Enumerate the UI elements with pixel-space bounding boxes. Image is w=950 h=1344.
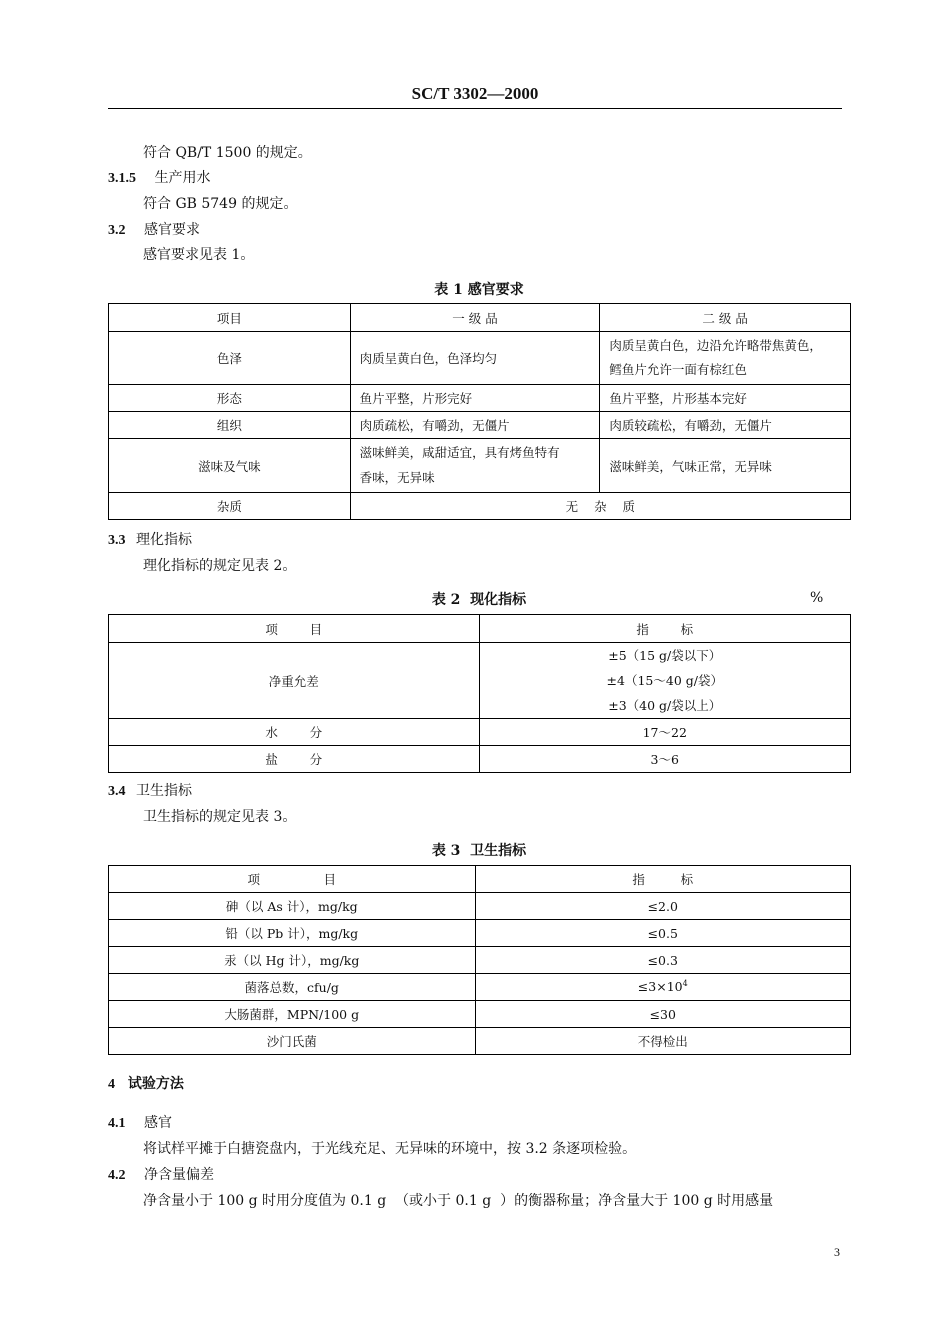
table3-hygiene bbox=[108, 865, 851, 1055]
paragraph-net-content: 净含量小于 100 g 时用分度值为 0.1 g （或小于 0.1 g ）的衡器称量；净含量大于 100 g 时用感量 bbox=[143, 1193, 774, 1209]
table-header-row bbox=[109, 866, 851, 893]
grade2-cell: 肉质较疏松，有嚼劲，无僵片 bbox=[600, 412, 851, 439]
value-cell: ≤2.0 bbox=[475, 893, 850, 920]
table-row bbox=[109, 1028, 851, 1055]
paragraph-hygiene-ref: 卫生指标的规定见表 3。 bbox=[143, 809, 297, 825]
section-title: 试验方法 bbox=[127, 1076, 184, 1092]
table-row bbox=[109, 746, 851, 773]
section-title: 感官 bbox=[143, 1115, 172, 1131]
table-row bbox=[109, 974, 851, 1001]
page-number: 3 bbox=[834, 1245, 840, 1259]
table-row bbox=[109, 385, 851, 412]
grade1-cell: 肉质呈黄白色，色泽均匀 bbox=[350, 332, 600, 385]
table2-physchem bbox=[108, 614, 851, 773]
item-cell: 盐 分 bbox=[109, 746, 480, 773]
item-cell: 杂质 bbox=[109, 493, 351, 520]
table-row bbox=[109, 920, 851, 947]
table1-caption: 表 1 感官要求 bbox=[434, 282, 524, 298]
item-cell: 铅（以 Pb 计），mg/kg bbox=[109, 920, 476, 947]
cell-line: 香味，无异味 bbox=[359, 469, 435, 485]
header-cell: 指 标 bbox=[475, 866, 850, 893]
grade1-cell bbox=[350, 439, 600, 493]
section-title: 理化指标 bbox=[135, 532, 192, 548]
table-row bbox=[109, 893, 851, 920]
value-cell: 17～22 bbox=[479, 719, 851, 746]
value-cell: 不得检出 bbox=[475, 1028, 850, 1055]
grade1-cell: 鱼片平整，片形完好 bbox=[350, 385, 600, 412]
header-cell: 项 目 bbox=[109, 866, 476, 893]
value-cell: ≤0.5 bbox=[475, 920, 850, 947]
paragraph-physchem-ref: 理化指标的规定见表 2。 bbox=[143, 558, 297, 574]
header-cell: 一 级 品 bbox=[350, 304, 600, 332]
item-cell: 滋味及气味 bbox=[109, 439, 351, 493]
paragraph-qbt1500: 符合 QB/T 1500 的规定。 bbox=[143, 145, 312, 161]
section-3-1-5-heading bbox=[108, 169, 210, 188]
paragraph-sensory-method: 将试样平摊于白搪瓷盘内，于光线充足、无异味的环境中，按 3.2 条逐项检验。 bbox=[143, 1141, 637, 1157]
grade2-cell: 滋味鲜美，气味正常，无异味 bbox=[600, 439, 851, 493]
merged-cell: 无 杂 质 bbox=[350, 493, 850, 520]
section-3-2-heading bbox=[108, 221, 200, 240]
section-number: 4 bbox=[108, 1077, 115, 1092]
item-cell: 大肠菌群，MPN/100 g bbox=[109, 1001, 476, 1028]
table-row bbox=[109, 439, 851, 493]
cell-line: 肉质呈黄白色，边沿允许略带焦黄色， bbox=[609, 337, 822, 353]
value-cell: ≤0.3 bbox=[475, 947, 850, 974]
section-number: 3.1.5 bbox=[108, 171, 136, 186]
value-cell bbox=[475, 974, 850, 1001]
table-row bbox=[109, 332, 851, 385]
header-cell: 二 级 品 bbox=[600, 304, 851, 332]
section-4-1-heading bbox=[108, 1114, 172, 1133]
cell-line: ±3（40 g/袋以上） bbox=[608, 698, 722, 713]
value-cell: ≤30 bbox=[475, 1001, 850, 1028]
section-number: 3.3 bbox=[108, 533, 126, 548]
table-row bbox=[109, 1001, 851, 1028]
table-header-row bbox=[109, 615, 851, 643]
section-number: 3.4 bbox=[108, 784, 126, 799]
value-cell bbox=[479, 643, 851, 719]
section-number: 3.2 bbox=[108, 223, 126, 238]
section-title: 净含量偏差 bbox=[143, 1167, 214, 1183]
section-number: 4.1 bbox=[108, 1116, 126, 1131]
grade1-cell: 肉质疏松，有嚼劲，无僵片 bbox=[350, 412, 600, 439]
table-row bbox=[109, 643, 851, 719]
table1-sensory bbox=[108, 303, 851, 520]
paragraph-gb5749: 符合 GB 5749 的规定。 bbox=[143, 196, 298, 212]
item-cell: 砷（以 As 计），mg/kg bbox=[109, 893, 476, 920]
value-base: ≤3×10 bbox=[637, 979, 683, 995]
table-row bbox=[109, 947, 851, 974]
section-number: 4.2 bbox=[108, 1168, 126, 1183]
cell-line: ±4（15～40 g/袋） bbox=[606, 673, 723, 688]
item-cell: 水 分 bbox=[109, 719, 480, 746]
header-cell: 指 标 bbox=[479, 615, 851, 643]
value-exponent: 4 bbox=[682, 979, 688, 989]
table-row bbox=[109, 719, 851, 746]
paragraph-sensory-ref: 感官要求见表 1。 bbox=[143, 247, 255, 263]
table2-unit: % bbox=[810, 590, 824, 606]
item-cell: 组织 bbox=[109, 412, 351, 439]
item-cell: 沙门氏菌 bbox=[109, 1028, 476, 1055]
item-cell: 汞（以 Hg 计），mg/kg bbox=[109, 947, 476, 974]
table-row bbox=[109, 412, 851, 439]
section-3-4-heading bbox=[108, 782, 192, 801]
table3-caption: 表 3 卫生指标 bbox=[431, 843, 527, 859]
cell-line: 鳕鱼片允许一面有棕红色 bbox=[609, 362, 747, 377]
grade2-cell: 鱼片平整，片形基本完好 bbox=[600, 385, 851, 412]
section-3-3-heading bbox=[108, 531, 192, 550]
table2-caption: 表 2 现化指标 bbox=[431, 592, 527, 608]
section-title: 生产用水 bbox=[154, 170, 211, 186]
header-rule bbox=[108, 108, 842, 109]
table-row bbox=[109, 493, 851, 520]
item-cell: 形态 bbox=[109, 385, 351, 412]
cell-line: ±5（15 g/袋以下） bbox=[608, 648, 722, 663]
table-header-row bbox=[109, 304, 851, 332]
item-cell: 色泽 bbox=[109, 332, 351, 385]
section-title: 感官要求 bbox=[143, 222, 200, 238]
section-4-2-heading bbox=[108, 1166, 214, 1185]
section-4-heading bbox=[108, 1075, 184, 1094]
item-cell: 菌落总数，cfu/g bbox=[109, 974, 476, 1001]
grade2-cell bbox=[600, 332, 851, 385]
value-cell: 3～6 bbox=[479, 746, 851, 773]
header-cell: 项 目 bbox=[109, 615, 480, 643]
cell-line: 滋味鲜美，咸甜适宜，具有烤鱼特有 bbox=[359, 445, 560, 460]
section-title: 卫生指标 bbox=[135, 783, 192, 799]
item-cell: 净重允差 bbox=[109, 643, 480, 719]
standard-code-header: SC/T 3302—2000 bbox=[411, 84, 539, 103]
header-cell: 项目 bbox=[109, 304, 351, 332]
